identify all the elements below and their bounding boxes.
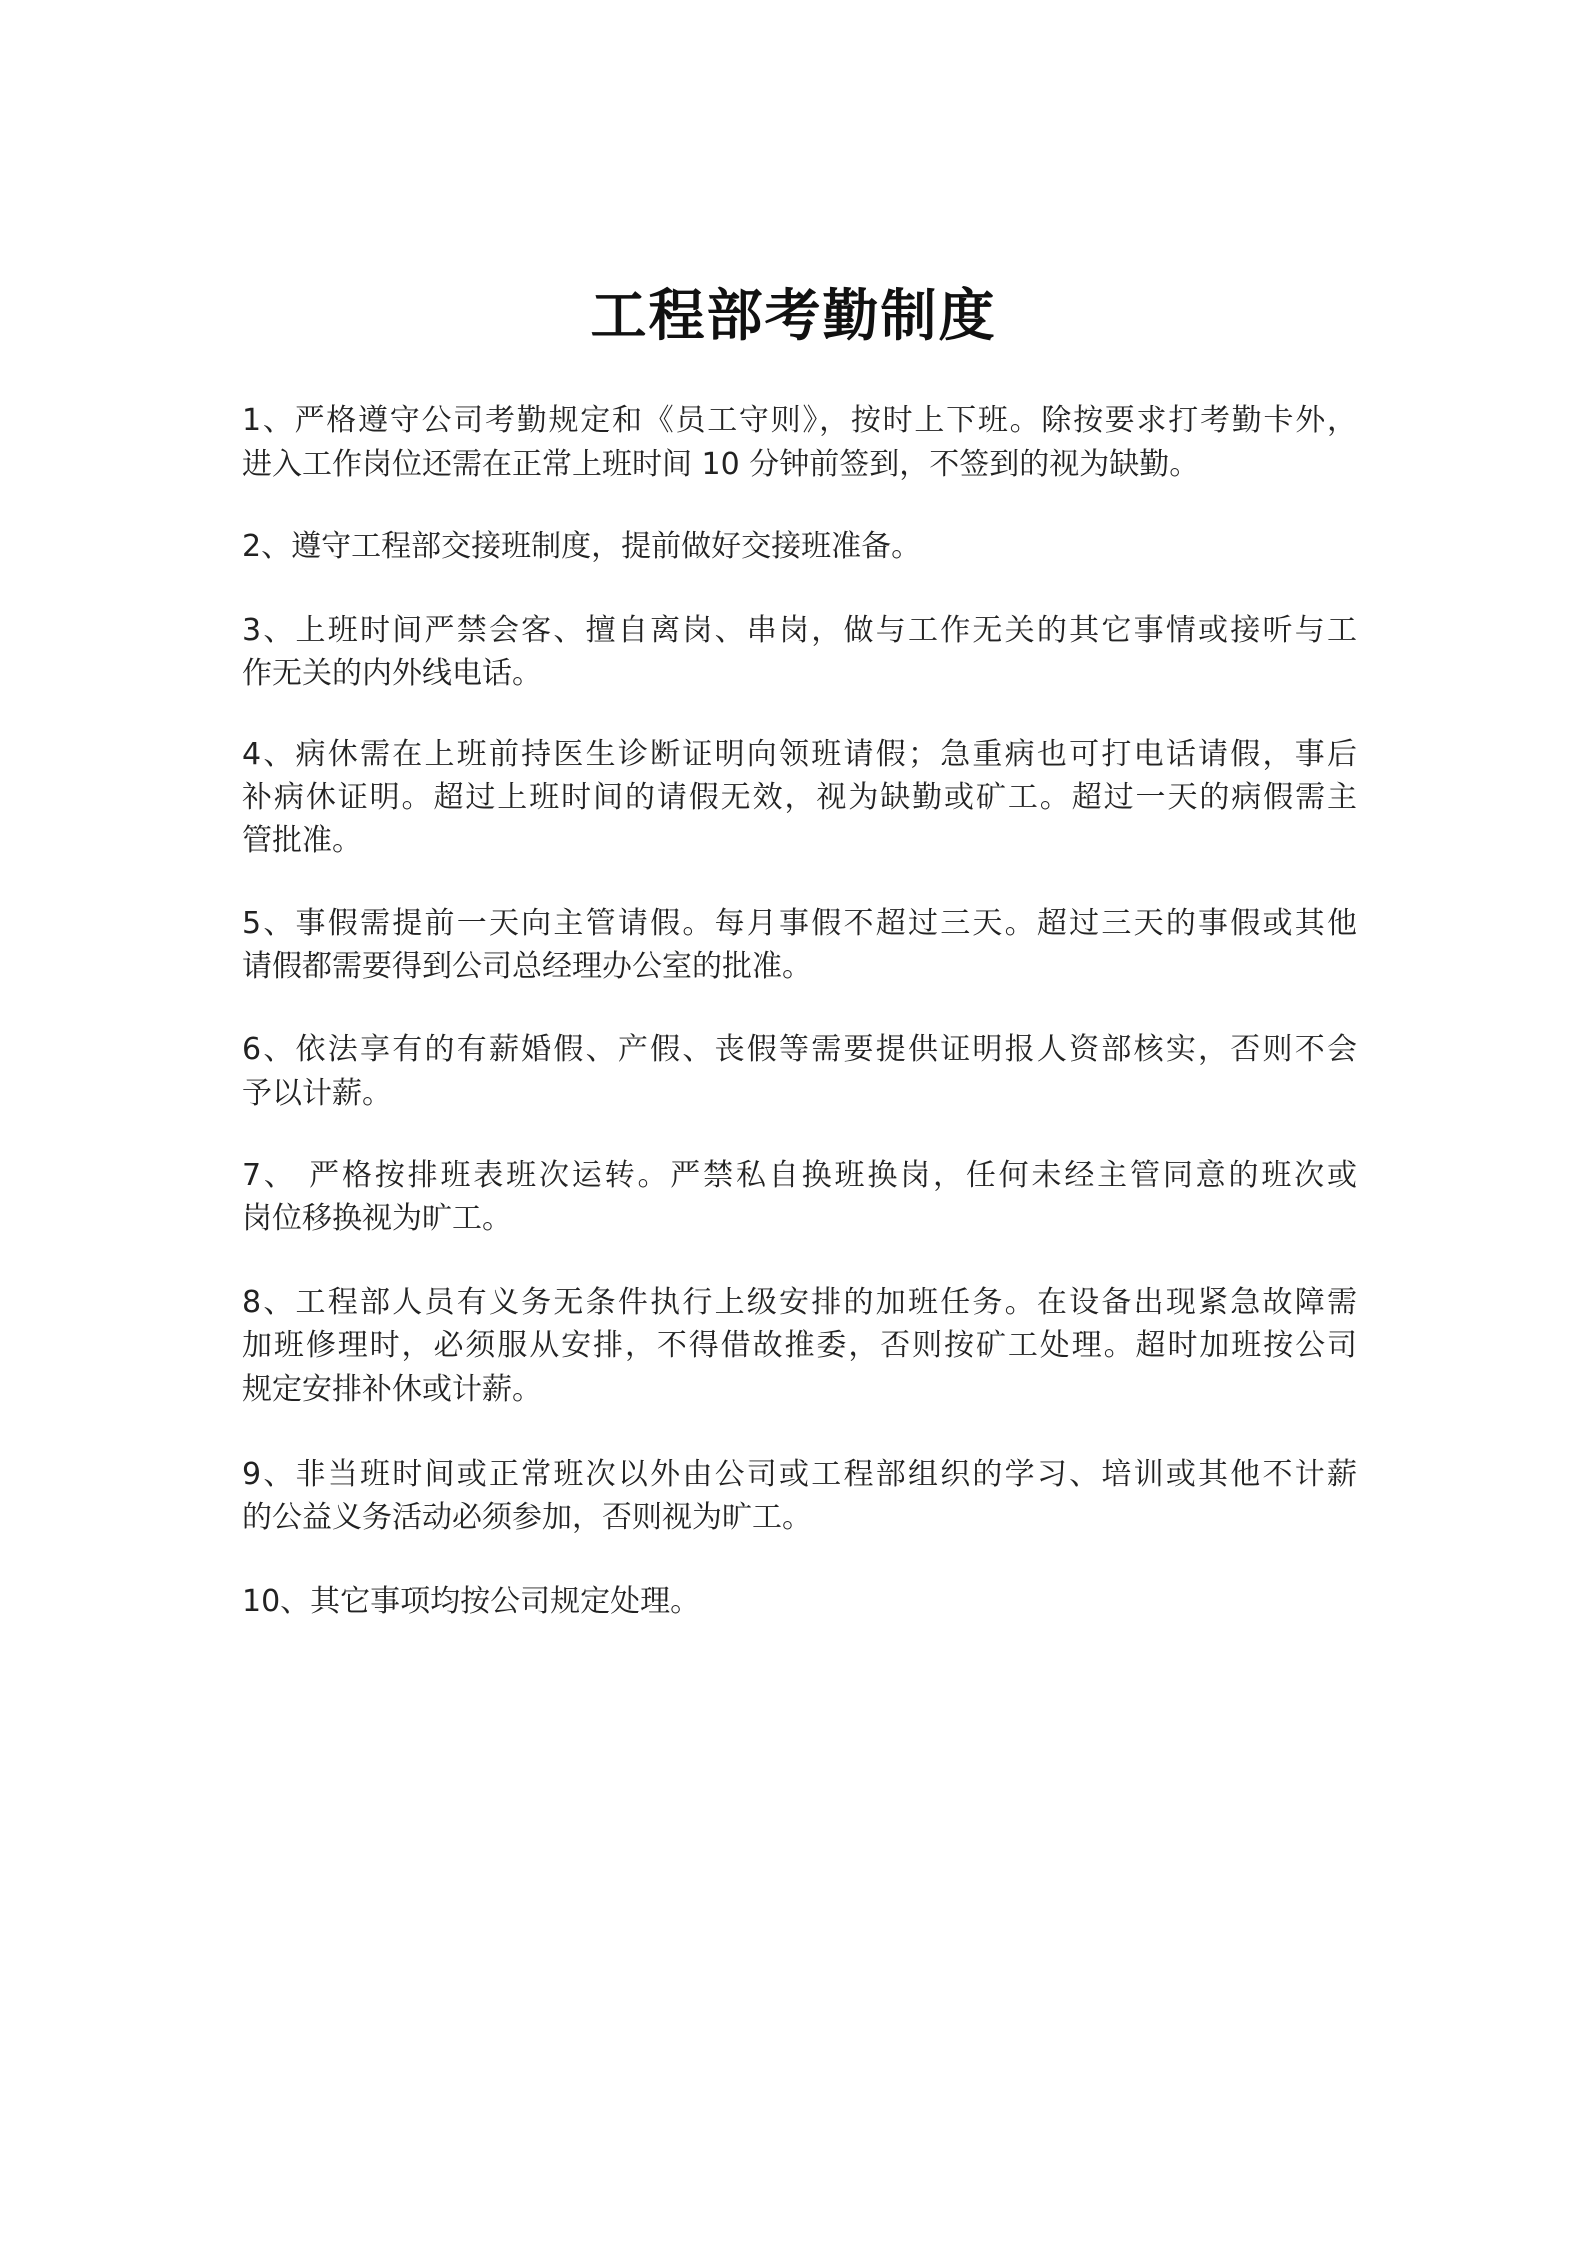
- paragraph-line: 补病休证明。超过上班时间的请假无效，视为缺勤或矿工。超过一天的病假需主: [242, 780, 1357, 815]
- paragraph-line: 进入工作岗位还需在正常上班时间 10 分钟前签到，不签到的视为缺勤。: [242, 447, 1200, 482]
- paragraph-line: 4、病休需在上班前持医生诊断证明向领班请假；急重病也可打电话请假，事后: [242, 737, 1357, 772]
- paragraph-line: 规定安排补休或计薪。: [242, 1372, 542, 1407]
- paragraph-line: 7、 严格按排班表班次运转。严禁私自换班换岗，任何未经主管同意的班次或: [242, 1158, 1357, 1193]
- paragraph-line: 予以计薪。: [242, 1076, 392, 1111]
- paragraph-line: 加班修理时，必须服从安排，不得借故推委，否则按矿工处理。超时加班按公司: [242, 1328, 1357, 1363]
- paragraph-line: 1、严格遵守公司考勤规定和《员工守则》，按时上下班。除按要求打考勤卡外，: [242, 403, 1357, 438]
- paragraph-line: 管批准。: [242, 823, 362, 858]
- paragraph-line: 6、依法享有的有薪婚假、产假、丧假等需要提供证明报人资部核实，否则不会: [242, 1032, 1357, 1067]
- paragraph-line: 的公益义务活动必须参加，否则视为旷工。: [242, 1500, 812, 1535]
- paragraph-line: 5、事假需提前一天向主管请假。每月事假不超过三天。超过三天的事假或其他: [242, 906, 1357, 941]
- paragraph-line: 作无关的内外线电话。: [242, 656, 542, 691]
- paragraph-line: 9、非当班时间或正常班次以外由公司或工程部组织的学习、培训或其他不计薪: [242, 1457, 1357, 1492]
- paragraph-line: 岗位移换视为旷工。: [242, 1201, 512, 1236]
- paragraph-line: 10、其它事项均按公司规定处理。: [242, 1584, 701, 1619]
- paragraph-line: 2、遵守工程部交接班制度，提前做好交接班准备。: [242, 529, 922, 564]
- paragraph-line: 请假都需要得到公司总经理办公室的批准。: [242, 949, 812, 984]
- paragraph-line: 8、工程部人员有义务无条件执行上级安排的加班任务。在设备出现紧急故障需: [242, 1285, 1357, 1320]
- document-title: 工程部考勤制度: [590, 284, 997, 349]
- paragraph-line: 3、上班时间严禁会客、擅自离岗、串岗，做与工作无关的其它事情或接听与工: [242, 613, 1357, 648]
